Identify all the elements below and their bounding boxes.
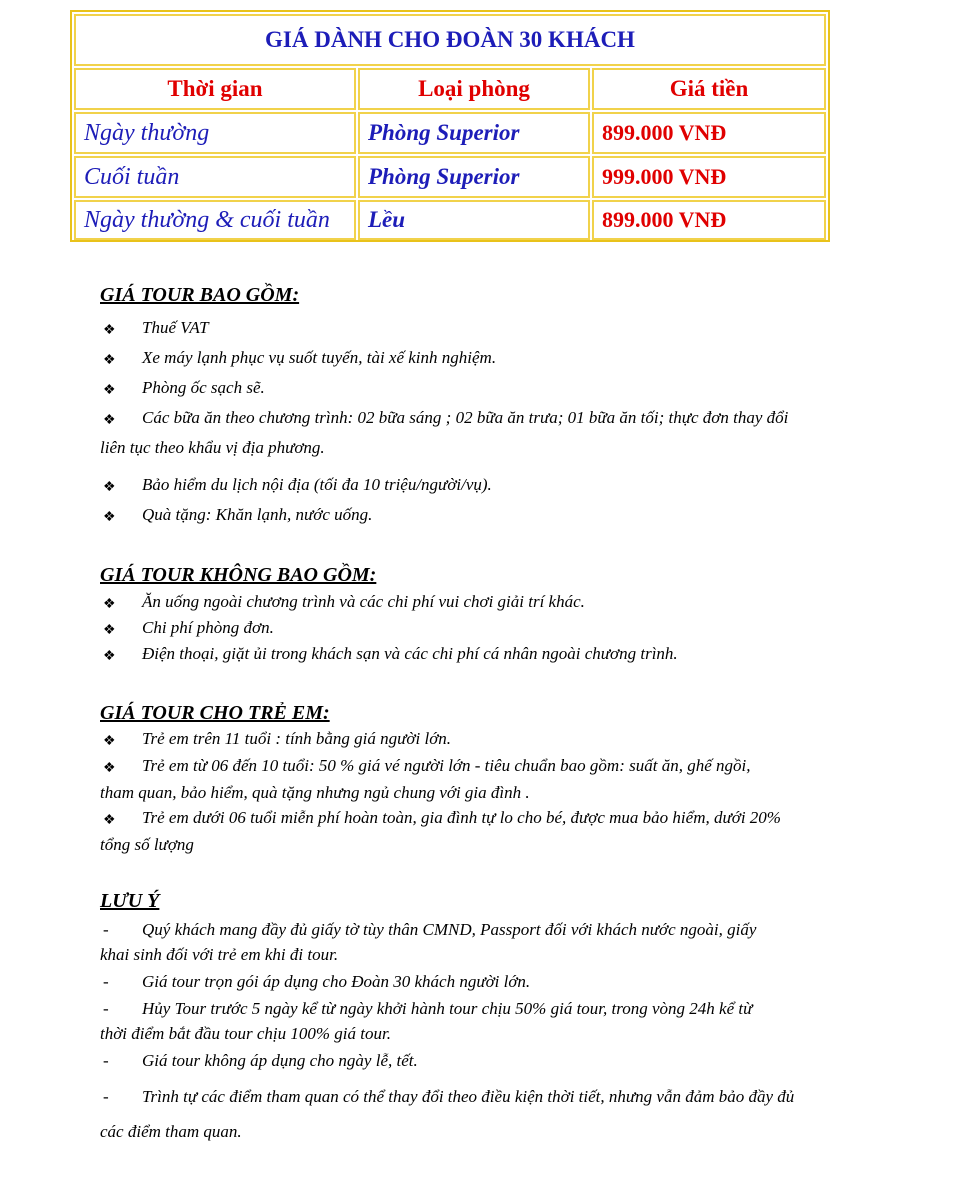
included-item: Phòng ốc sạch sẽ.: [142, 378, 265, 397]
bullet-icon: ❖: [103, 734, 116, 749]
row-2-room: Phòng Superior: [358, 156, 590, 198]
children-heading: GIÁ TOUR CHO TRẺ EM:: [100, 702, 330, 724]
dash-marker: -: [103, 1051, 109, 1070]
children-item: Trẻ em trên 11 tuổi : tính bằng giá người lớn.: [142, 729, 452, 748]
bullet-icon: ❖: [103, 383, 116, 398]
table-title: GIÁ DÀNH CHO ĐOÀN 30 KHÁCH: [74, 14, 826, 66]
row-1-room: Phòng Superior: [358, 112, 590, 154]
price-table: [70, 10, 830, 242]
note-item: Hủy Tour trước 5 ngày kể từ ngày khởi hành tour chịu 50% giá tour, trong vòng 24h kể từ: [142, 999, 753, 1018]
bullet-icon: ❖: [103, 510, 116, 525]
note-item-continued: khai sinh đối với trẻ em khi đi tour.: [100, 945, 339, 964]
row-1-time: Ngày thường: [74, 112, 356, 154]
excluded-item: Chi phí phòng đơn.: [142, 618, 274, 637]
row-3-room: Lều: [358, 200, 590, 240]
included-item-continued: liên tục theo khẩu vị địa phương.: [100, 438, 325, 457]
row-1-price: 899.000 VNĐ: [592, 112, 826, 154]
children-item: Trẻ em từ 06 đến 10 tuổi: 50 % giá vé người lớn - tiêu chuẩn bao gồm: suất ăn, ghế ngồi,: [142, 756, 751, 775]
included-item: Quà tặng: Khăn lạnh, nước uống.: [142, 505, 373, 524]
bullet-icon: ❖: [103, 649, 116, 664]
children-item: Trẻ em dưới 06 tuổi miễn phí hoàn toàn, gia đình tự lo cho bé, được mua bảo hiểm, dưới 20%: [142, 808, 781, 827]
header-time: Thời gian: [74, 68, 356, 110]
excluded-heading: GIÁ TOUR KHÔNG BAO GỒM:: [100, 564, 377, 586]
note-item: Trình tự các điểm tham quan có thể thay đổi theo điều kiện thời tiết, nhưng vẫn đảm bảo đầy đủ: [142, 1087, 795, 1106]
bullet-icon: ❖: [103, 623, 116, 638]
included-item: Các bữa ăn theo chương trình: 02 bữa sáng ; 02 bữa ăn trưa; 01 bữa ăn tối; thực đơn thay đổi: [142, 408, 789, 427]
note-item: Giá tour trọn gói áp dụng cho Đoàn 30 khách người lớn.: [142, 972, 531, 991]
note-item-continued: các điểm tham quan.: [100, 1122, 242, 1141]
included-item: Thuế VAT: [142, 318, 209, 337]
excluded-item: Ăn uống ngoài chương trình và các chi phí vui chơi giải trí khác.: [142, 592, 585, 611]
bullet-icon: ❖: [103, 597, 116, 612]
excluded-item: Điện thoại, giặt ủi trong khách sạn và các chi phí cá nhân ngoài chương trình.: [142, 644, 678, 663]
children-item-continued: tổng số lượng: [100, 835, 194, 854]
note-item: Giá tour không áp dụng cho ngày lễ, tết.: [142, 1051, 418, 1070]
note-item: Quý khách mang đầy đủ giấy tờ tùy thân CMND, Passport đối với khách nước ngoài, giấy: [142, 920, 757, 939]
notes-heading: LƯU Ý: [100, 890, 160, 912]
bullet-icon: ❖: [103, 323, 116, 338]
included-heading: GIÁ TOUR BAO GỒM:: [100, 284, 300, 306]
row-3-time: Ngày thường & cuối tuần: [74, 200, 356, 240]
row-2-price: 999.000 VNĐ: [592, 156, 826, 198]
row-2-time: Cuối tuần: [74, 156, 356, 198]
bullet-icon: ❖: [103, 761, 116, 776]
dash-marker: -: [103, 1087, 109, 1106]
header-price: Giá tiền: [592, 68, 826, 110]
dash-marker: -: [103, 999, 109, 1018]
bullet-icon: ❖: [103, 813, 116, 828]
bullet-icon: ❖: [103, 353, 116, 368]
header-room-type: Loại phòng: [358, 68, 590, 110]
bullet-icon: ❖: [103, 480, 116, 495]
bullet-icon: ❖: [103, 413, 116, 428]
dash-marker: -: [103, 920, 109, 939]
included-item: Bảo hiểm du lịch nội địa (tối đa 10 triệu/người/vụ).: [142, 475, 492, 494]
children-item-continued: tham quan, bảo hiểm, quà tặng nhưng ngủ chung với gia đình .: [100, 783, 530, 802]
included-item: Xe máy lạnh phục vụ suốt tuyến, tài xế kinh nghiệm.: [142, 348, 497, 367]
row-3-price: 899.000 VNĐ: [592, 200, 826, 240]
dash-marker: -: [103, 972, 109, 991]
note-item-continued: thời điểm bắt đầu tour chịu 100% giá tour.: [100, 1024, 391, 1043]
